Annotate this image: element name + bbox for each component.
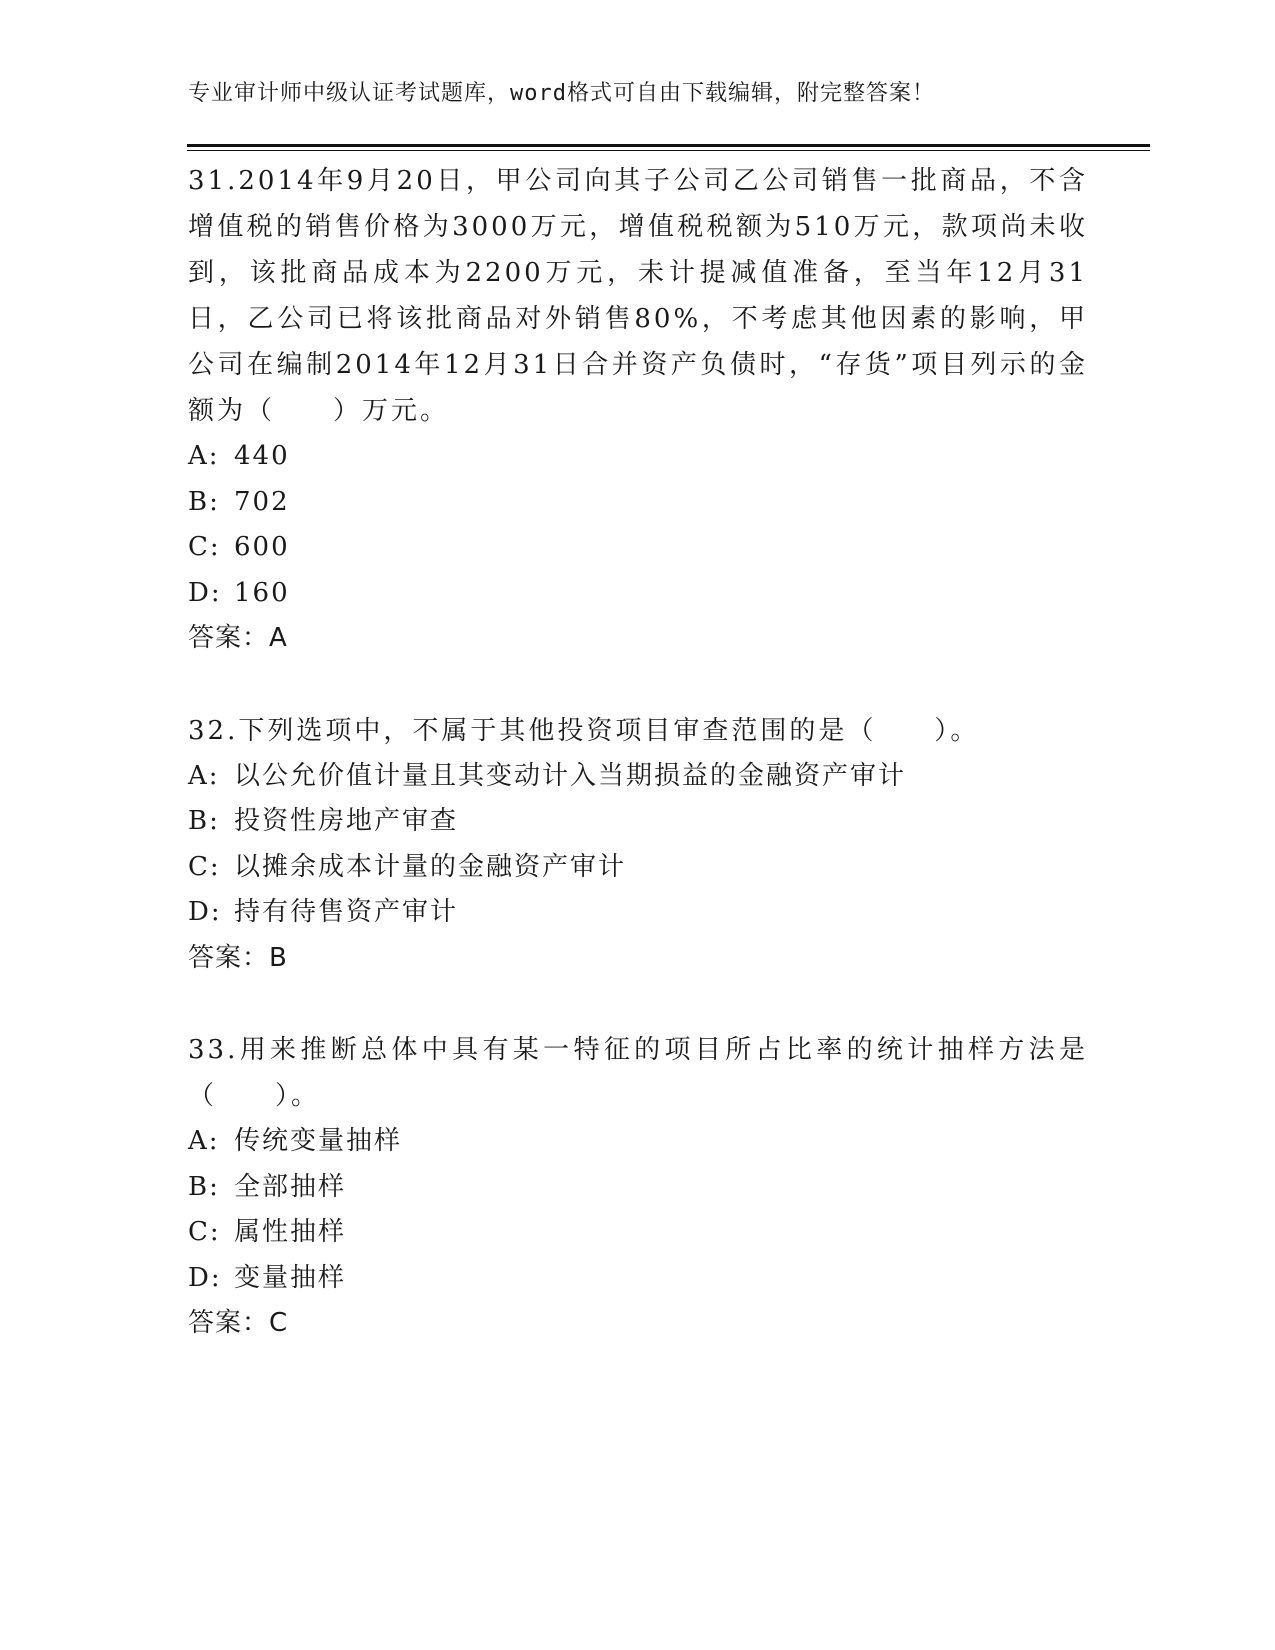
answer-label: 答案：A [188, 623, 288, 653]
option-text: 600 [234, 532, 290, 562]
option-text: 变量抽样 [234, 1262, 347, 1293]
option-letter: A: [188, 1126, 220, 1156]
option-text: 以公允价值计量且其变动计入当期损益的金融资产审计 [234, 760, 907, 791]
option-text: 全部抽样 [234, 1171, 347, 1202]
option-a [188, 434, 1088, 480]
question-stem: 33.用来推断总体中具有某一特征的项目所占比率的统计抽样方法是（ ）。 [188, 1035, 1088, 1111]
option-b [188, 1165, 1088, 1211]
header-rule-thin [187, 150, 1150, 151]
option-text: 440 [234, 441, 290, 471]
option-d [188, 571, 1088, 617]
option-letter: C: [188, 851, 221, 882]
option-text: 属性抽样 [234, 1217, 347, 1247]
option-letter: B: [188, 806, 220, 836]
question-32 [188, 708, 1088, 982]
option-letter: A: [188, 760, 220, 791]
option-d [188, 1256, 1088, 1302]
question-stem: 31.2014年9月20日，甲公司向其子公司乙公司销售一批商品，不含增值税的销售价格为3000万元，增值税税额为510万元，款项尚未收到，该批商品成本为2200万元，未计提减值准备，至当年12月31日，乙公司已将该批商品对外销售80%，不考虑其他因素的影响，甲公司在编制2014年12月31日合并资产负债时，“存货”项目列示的金额为（ ）万元。 [188, 166, 1088, 426]
option-letter: D: [188, 1262, 222, 1293]
answer-label: 答案：B [188, 942, 288, 973]
option-b [188, 480, 1088, 526]
option-d [188, 890, 1088, 936]
question-33 [188, 1027, 1088, 1347]
option-letter: B: [188, 486, 220, 517]
option-a [188, 1119, 1088, 1165]
option-text: 702 [234, 486, 290, 517]
option-text: 持有待售资产审计 [234, 897, 459, 927]
question-stem: 32.下列选项中，不属于其他投资项目审查范围的是（ ）。 [188, 715, 980, 746]
option-c [188, 1210, 1088, 1256]
option-c [188, 845, 1088, 891]
option-a [188, 754, 1088, 800]
option-c [188, 525, 1088, 571]
option-text: 160 [234, 577, 290, 608]
page-header: 专业审计师中级认证考试题库，word格式可自由下载编辑，附完整答案！ [188, 81, 935, 106]
header-rule-thick [187, 144, 1150, 147]
question-31 [188, 158, 1088, 662]
option-letter: C: [188, 1217, 221, 1247]
option-letter: D: [188, 897, 222, 927]
option-letter: D: [188, 577, 222, 608]
option-letter: B: [188, 1171, 220, 1202]
option-letter: A: [188, 441, 220, 471]
option-text: 以摊余成本计量的金融资产审计 [234, 851, 627, 882]
answer-label: 答案：C [188, 1308, 289, 1338]
option-text: 传统变量抽样 [234, 1126, 403, 1156]
option-b [188, 799, 1088, 845]
question-list [188, 158, 1088, 1393]
option-letter: C: [188, 532, 221, 562]
option-text: 投资性房地产审查 [234, 806, 459, 836]
